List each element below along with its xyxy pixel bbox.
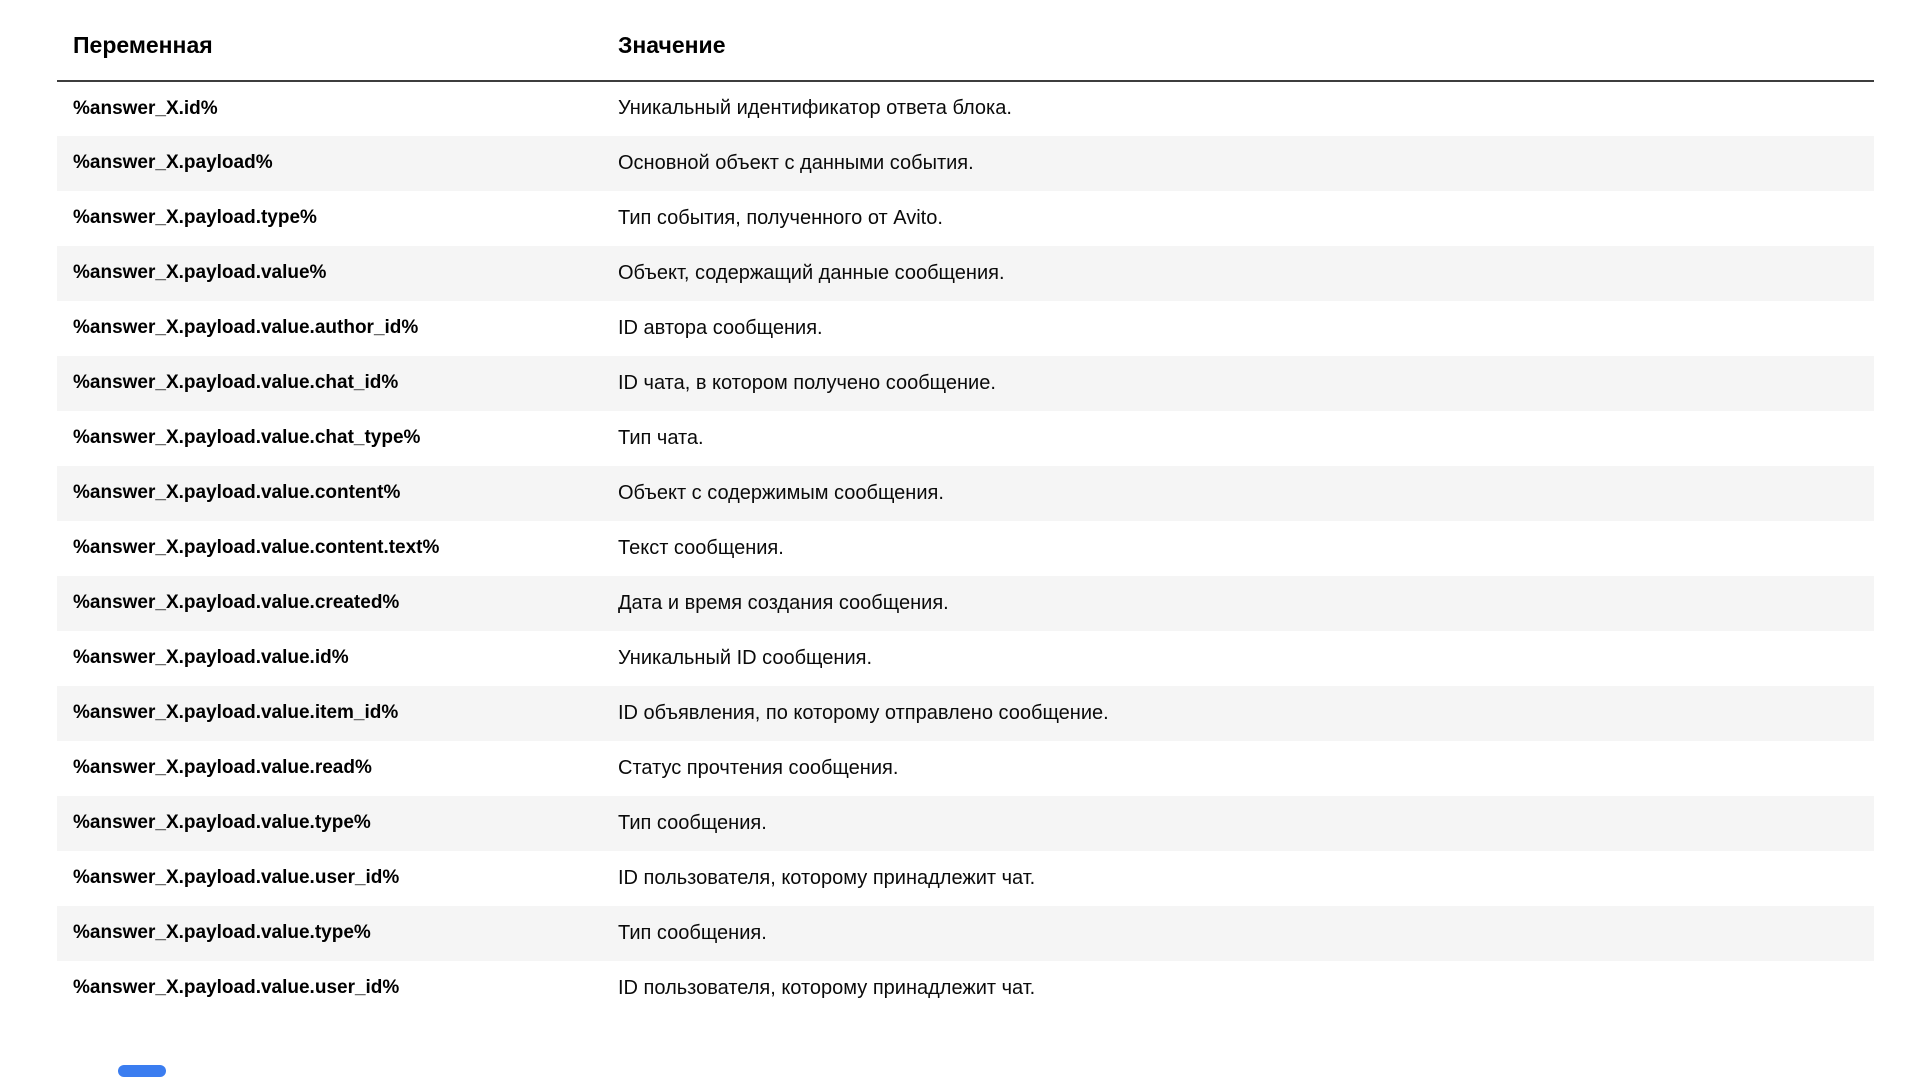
table-row xyxy=(57,466,1874,521)
variable-description: Тип сообщения. xyxy=(618,921,767,944)
table-row xyxy=(57,246,1874,301)
table-row xyxy=(57,356,1874,411)
table-row xyxy=(57,136,1874,191)
table-row xyxy=(57,796,1874,851)
table-header xyxy=(57,28,1874,81)
variable-description: Дата и время создания сообщения. xyxy=(618,591,949,614)
variable-description: ID автора сообщения. xyxy=(618,316,823,339)
variable-name: %answer_X.payload.value.type% xyxy=(73,922,371,944)
variable-description: Объект, содержащий данные сообщения. xyxy=(618,261,1005,284)
table-row xyxy=(57,686,1874,741)
column-header-value: Значение xyxy=(602,28,1874,81)
variable-name: %answer_X.payload.value.user_id% xyxy=(73,977,400,999)
variable-name: %answer_X.payload.value.content% xyxy=(73,482,401,504)
variable-name: %answer_X.payload.value.read% xyxy=(73,757,372,779)
variable-description: Уникальный ID сообщения. xyxy=(618,646,873,669)
table-row xyxy=(57,301,1874,356)
variable-description: Текст сообщения. xyxy=(618,536,784,559)
variable-description: Тип события, полученного от Avito. xyxy=(618,206,943,229)
variable-description: ID чата, в котором получено сообщение. xyxy=(618,371,996,394)
horizontal-scrollbar-thumb[interactable] xyxy=(118,1065,166,1077)
variable-description: Статус прочтения сообщения. xyxy=(618,756,899,779)
table-row xyxy=(57,521,1874,576)
variable-description: ID пользователя, которому принадлежит чат. xyxy=(618,866,1036,889)
variable-name: %answer_X.payload.type% xyxy=(73,207,317,229)
table-row xyxy=(57,961,1874,1016)
variable-name: %answer_X.payload.value% xyxy=(73,262,327,284)
variable-description: ID объявления, по которому отправлено сообщение. xyxy=(618,701,1109,724)
variable-description: Тип сообщения. xyxy=(618,811,767,834)
horizontal-scrollbar[interactable] xyxy=(0,1064,1920,1080)
variable-description: Объект с содержимым сообщения. xyxy=(618,481,944,504)
variable-description: Уникальный идентификатор ответа блока. xyxy=(618,97,1012,120)
variable-name: %answer_X.payload.value.chat_id% xyxy=(73,372,399,394)
variable-name: %answer_X.payload.value.id% xyxy=(73,647,349,669)
variable-name: %answer_X.payload.value.chat_type% xyxy=(73,427,421,449)
variable-name: %answer_X.payload.value.created% xyxy=(73,592,400,614)
table-row xyxy=(57,851,1874,906)
variable-name: %answer_X.payload% xyxy=(73,152,273,174)
variable-description: Основной объект с данными события. xyxy=(618,151,974,174)
table-body xyxy=(57,81,1874,1016)
table-row xyxy=(57,631,1874,686)
table-row xyxy=(57,81,1874,136)
variable-name: %answer_X.payload.value.content.text% xyxy=(73,537,440,559)
table-row xyxy=(57,741,1874,796)
table-header-row xyxy=(57,28,1874,81)
variable-description: ID пользователя, которому принадлежит чат. xyxy=(618,976,1036,999)
variable-name: %answer_X.id% xyxy=(73,97,218,119)
variable-name: %answer_X.payload.value.author_id% xyxy=(73,317,419,339)
variable-description: Тип чата. xyxy=(618,426,704,449)
table-row xyxy=(57,191,1874,246)
variables-table xyxy=(57,28,1874,1016)
table-row xyxy=(57,411,1874,466)
table-row xyxy=(57,576,1874,631)
table-row xyxy=(57,906,1874,961)
variable-name: %answer_X.payload.value.item_id% xyxy=(73,702,399,724)
variable-name: %answer_X.payload.value.type% xyxy=(73,812,371,834)
column-header-variable: Переменная xyxy=(57,28,602,81)
variable-name: %answer_X.payload.value.user_id% xyxy=(73,867,400,889)
